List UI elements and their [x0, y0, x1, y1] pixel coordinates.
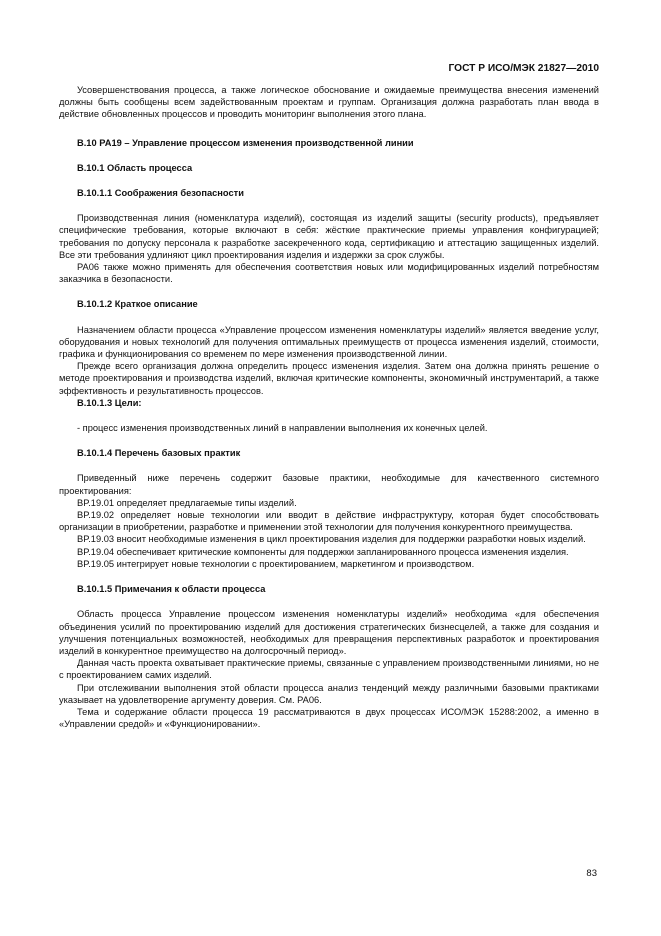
list-item: BP.19.02 определяет новые технологии или вводит в действие инфраструктуру, которая будет способствовать организации в приобретении, разработке и применении этой технологии для получения конкурентного преимущества. [59, 510, 599, 533]
page-number: 83 [586, 868, 597, 879]
page-header-doc-code: ГОСТ Р ИСО/МЭК 21827—2010 [448, 63, 599, 74]
section-heading-b10-1-3: B.10.1.3 Цели: [77, 397, 142, 408]
section-heading-b10-1-4: B.10.1.4 Перечень базовых практик [77, 448, 241, 459]
list-item: BP.19.01 определяет предлагаемые типы изделий. [77, 497, 297, 508]
document-body [59, 84, 599, 730]
goal-item: - процесс изменения производственных линий в направлении выполнения их конечных целей. [77, 423, 488, 434]
paragraph: Тема и содержание области процесса 19 рассматриваются в двух процессах ИСО/МЭК 15288:2002, а именно в «Управлении средой» и «Функционировании». [59, 706, 599, 730]
paragraph: Прежде всего организация должна определить процесс изменения изделия. Затем она должна принять решение о методе проектирования и производства изделий, включая критические компоненты, экономичный инструментарий, а также эффективность и результативность процессов. [59, 361, 599, 396]
intro-paragraph: Усовершенствования процесса, а также логическое обоснование и ожидаемые преимущества внесения изменений должны быть сообщены всем задействованным проектам и группам. Организация должна разработать план ввода в действие обновленных процессов и проводить мониторинг выполнения этого плана. [59, 85, 599, 120]
paragraph: Производственная линия (номенклатура изделий), состоящая из изделий защиты (security products), предъявляет специфические требования, которые включают в себя: жёсткие практические приемы управления конфигурацией; требования по допуску персонала к разработке засекреченного кода, сертификацию и аттестацию защищенных изделий. Все эти требования удлиняют цикл проектирования изделия и издержки за срок службы. [59, 213, 599, 260]
paragraph: PA06 также можно применять для обеспечения соответствия новых или модифицированных изделий потребностям заказчика в безопасности. [59, 262, 599, 285]
section-heading-b10-1-1: B.10.1.1 Соображения безопасности [77, 188, 244, 199]
list-item: BP.19.05 интегрирует новые технологии с проектированием, маркетингом и производством. [77, 558, 475, 569]
section-heading-b10: B.10 PA19 – Управление процессом изменения производственной линии [77, 137, 414, 148]
section-heading-b10-1: B.10.1 Область процесса [77, 162, 193, 173]
paragraph: Назначением области процесса «Управление процессом изменения номенклатуры изделий» является введение услуг, оборудования и новых технологий для получения оптимальных преимуществ от процесса изменения изделий, стоимости, графика и функционирования со временем по мере изменения производственной линии. [59, 324, 599, 360]
practices-intro: Приведенный ниже перечень содержит базовые практики, необходимые для качественного системного проектирования: [59, 473, 599, 496]
section-heading-b10-1-2: B.10.1.2 Краткое описание [77, 299, 198, 310]
list-item: BP.19.03 вносит необходимые изменения в цикл проектирования изделия для поддержки разработки новых изделий. [77, 534, 586, 545]
list-item: BP.19.04 обеспечивает критические компоненты для поддержки запланированного процесса изменения изделия. [77, 546, 569, 557]
paragraph: При отслеживании выполнения этой области процесса анализ тенденций между различными базовыми практиками указывает на удовлетворение аргументу доверия. См. PA06. [59, 682, 599, 705]
section-heading-b10-1-5: B.10.1.5 Примечания к области процесса [77, 584, 266, 595]
paragraph: Область процесса Управление процессом изменения номенклатуры изделий» необходима «для обеспечения объединения усилий по проектированию изделий для достижения стратегических бизнесцелей, а также для создания и улучшения потенциальных возможностей, необходимых для превращения перспективных разработок и проектирования изделий в конкурентное преимущество на долгосрочный период». [59, 609, 599, 656]
paragraph: Данная часть проекта охватывает практические приемы, связанные с управлением производственными линиями, но не с проектированием самих изделий. [59, 658, 599, 681]
